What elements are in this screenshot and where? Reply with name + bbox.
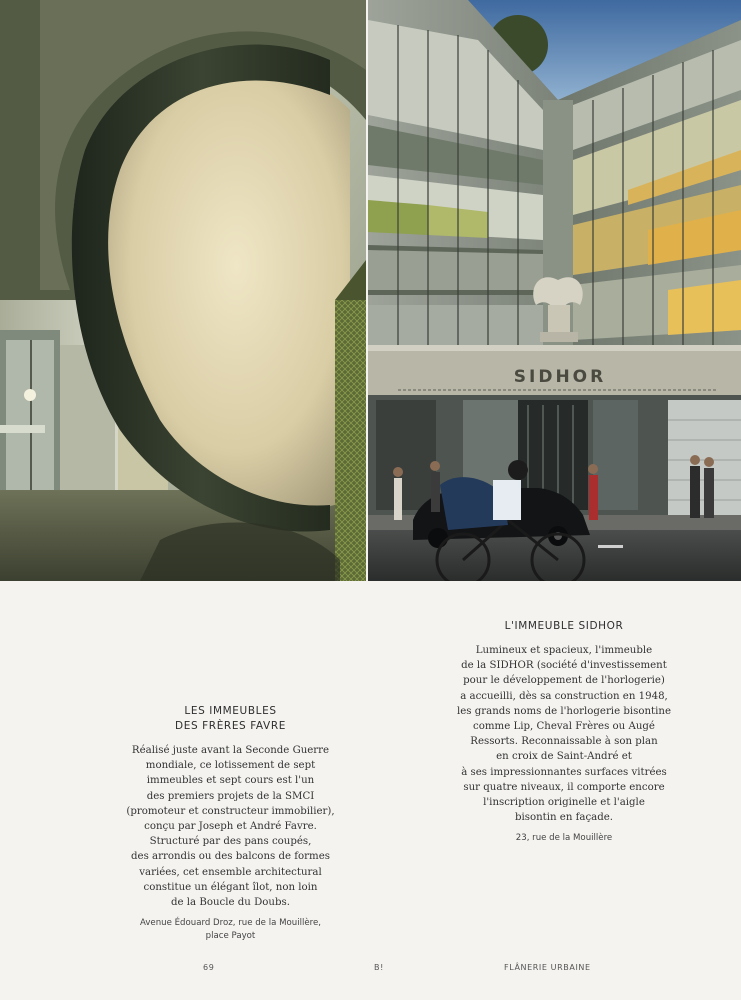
caption-address: Avenue Édouard Droz, rue de la Mouillère, place Payot bbox=[139, 918, 322, 942]
caption-freres-favre bbox=[118, 704, 343, 943]
caption-sidhor bbox=[448, 619, 680, 845]
sidhor-sign: SIDHOR bbox=[513, 367, 607, 387]
staircase-illustration bbox=[0, 0, 366, 581]
section-name: FLÂNERIE URBAINE bbox=[504, 963, 591, 972]
caption-body: Lumineux et spacieux, l'immeuble de la SIDHOR (société d'investissement pour le développement de l'horlogerie) a accueilli, dès sa construction en 1948, les grands noms de l'horlogerie bisontine comme Lip, Cheval Frères ou Augé Ressorts. Reconnaissable à son plan en croix de Saint-André et à ses impressionnantes surfaces vitrées sur quatre niveaux, il comporte encore l'inscription originelle et l'aigle bisontin en façade. bbox=[457, 645, 671, 824]
page-number: 69 bbox=[203, 963, 215, 972]
sidhor-building-illustration bbox=[368, 0, 741, 581]
magazine-logo: B! bbox=[374, 963, 384, 972]
caption-body: Réalisé juste avant la Seconde Guerre mondiale, ce lotissement de sept immeubles et sept cours est l'un des premiers projets de la SMCI (promoteur et constructeur immobilier), conçu par Joseph et André Favre. Structuré par des pans coupés, des arrondis ou des balcons de formes variées, cet ensemble architectural constitue un élégant îlot, non loin de la Boucle du Doubs. bbox=[126, 745, 335, 909]
caption-title: LES IMMEUBLES DES FRÈRES FAVRE bbox=[175, 705, 286, 732]
staircase-photo bbox=[0, 0, 366, 581]
caption-address: 23, rue de la Mouillère bbox=[515, 833, 613, 844]
sidhor-building-photo bbox=[368, 0, 741, 581]
caption-title: L'IMMEUBLE SIDHOR bbox=[504, 620, 624, 632]
